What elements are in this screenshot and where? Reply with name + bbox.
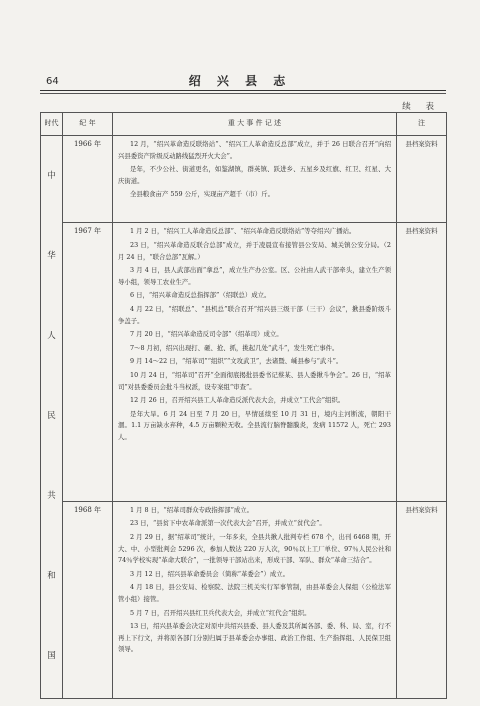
- running-title: 绍 兴 县 志: [188, 74, 292, 88]
- table-row: [41, 136, 447, 223]
- event-paragraph: 全县粮食亩产 559 公斤，实现亩产超千（市）斤。: [130, 190, 275, 199]
- header-rule-thin: [40, 93, 446, 94]
- event-paragraph: 10 月 24 日，“绍革司”召开“全面彻底揭批县委书记蔡某、县人委揪斗争会”。26 日，“绍革司”对县委委员会批斗当权派，设专案组“审查”。: [118, 370, 391, 391]
- year-cell: 1966 年: [63, 136, 113, 223]
- era-cell: [41, 136, 63, 699]
- event-paragraph: 3 月 12 日，绍兴县革命委员会（简称“革委会”）成立。: [130, 569, 290, 578]
- events-cell: [113, 501, 397, 698]
- year-cell: 1968 年: [63, 501, 113, 698]
- col-header-note: 注: [397, 113, 447, 136]
- event-paragraph: 5 月 7 日，召开绍兴县红卫兵代表大会，并成立“红代会”组织。: [130, 608, 311, 617]
- era-char: 中: [47, 171, 56, 182]
- event-paragraph: 12 月 26 日，召开绍兴县工人革命造反派代表大会，并成立“工代会”组织。: [130, 396, 345, 405]
- event-paragraph: 9 月 14～22 日，“绍革司”“组织”“文攻武卫”，去诸暨、嵊县参与“武斗”。: [130, 357, 343, 366]
- era-char: 民: [47, 411, 56, 422]
- events-cell: [113, 223, 397, 501]
- era-char: 华: [47, 251, 56, 262]
- event-paragraph: 是年大旱。6 月 24 日至 7 月 20 日，早情延续至 10 月 31 日，境内主河断流，朝阳干涸。1.1 万亩缺水弃种，4.5 万亩颗粒无收。全县流行脑脊髓膜炎，发病 11572 人，死亡 293 人。: [118, 409, 391, 441]
- events-cell: [113, 136, 397, 223]
- note-cell: 县档案资料: [397, 136, 447, 223]
- table-row: [41, 223, 447, 501]
- event-paragraph: 23 日，“县贫下中农革命派第一次代表大会”召开，并成立“贫代会”。: [130, 519, 326, 528]
- event-paragraph: 2 月 29 日，据“绍革司”统计，一年多来，全县共揪人批判专栏 678 个，出刊 6468 期，开大、中、小型批判会 5296 次，参加人数达 220 万人次，90％以上工厂单位、97％人民公社和 74％学校实现“革命大联合”，一批领导干部站出来，形成干部、军队、群众“革命三结合”。: [118, 532, 391, 565]
- chronicle-table: [40, 112, 447, 699]
- event-paragraph: 1 月 8 日，“绍革司群众专政指挥部”成立。: [130, 505, 254, 514]
- col-header-events: 重 大 事 件 记 述: [113, 113, 397, 136]
- event-paragraph: 12 月，“绍兴革命造反联络站”、“绍兴工人革命造反总部”成立，并于 26 日联合召开“向绍兴县委资产阶级反动路线猛烈开火大会”。: [118, 140, 391, 160]
- event-paragraph: 是年，不少公社、街道更名，如鉴湖镇，群英镇、跃进乡、五星乡及红旗、红卫、红星、大庆街道。: [118, 165, 391, 185]
- page-number: 64: [46, 76, 59, 87]
- era-char: 共: [47, 491, 56, 502]
- era-char: 和: [47, 571, 56, 582]
- table-header-row: [41, 113, 447, 136]
- note-cell: 县档案资料: [397, 501, 447, 698]
- event-paragraph: 1 月 2 日，“绍兴工人革命造反总部”、“绍兴革命造反联络站”等夺绍兴广播站。: [130, 227, 356, 236]
- event-paragraph: 4 月 22 日，“绍联总”、“县机总”联合召开“绍兴县三级干部（三干）会议”，揪县委阶级斗争盖子。: [118, 304, 391, 325]
- continued-label: 续 表: [402, 102, 440, 112]
- event-paragraph: 7 月 20 日，“绍兴革命造反司令部”（绍革司）成立。: [130, 330, 283, 339]
- year-cell: 1967 年: [63, 223, 113, 501]
- event-paragraph: 3 月 4 日，县人武部出面“拿总”，成立生产办公室。区、公社由人武干部牵头，建立生产领导小组，领导工农业生产。: [118, 266, 391, 286]
- header-rule: [40, 90, 446, 91]
- era-char: 人: [47, 331, 56, 342]
- event-paragraph: 23 日，“绍兴革命造反联合总部”成立，并于凌晨宣布接管县公安局、城关镇公安分局。（2 月 24 日，“联合总部”瓦解。）: [118, 240, 391, 261]
- era-char: 国: [47, 651, 56, 662]
- note-cell: 县档案资料: [397, 223, 447, 501]
- event-paragraph: 7～8 月初，绍兴出现打、砸、抢、抓，挑起几处“武斗”，发生死亡事件。: [130, 343, 339, 352]
- table-row: [41, 501, 447, 698]
- col-header-year: 纪 年: [63, 113, 113, 136]
- event-paragraph: 6 日，“绍兴革命造反总指挥部”（绍联总）成立。: [130, 291, 271, 300]
- event-paragraph: 13 日，绍兴县革委会决定对原中共绍兴县委、县人委及其所属各部、委、科、局、室，行不再上下行文，并将原各部门分别归属于县革委会办事组、政治工作组、生产指挥组、人民保卫组领导。: [118, 622, 391, 654]
- event-paragraph: 4 月 18 日，县公安局、检察院、法院三机关实行军事管制，由县革委会人保组（公检法军管小组）接管。: [118, 583, 391, 603]
- col-header-era: 时代: [41, 113, 63, 136]
